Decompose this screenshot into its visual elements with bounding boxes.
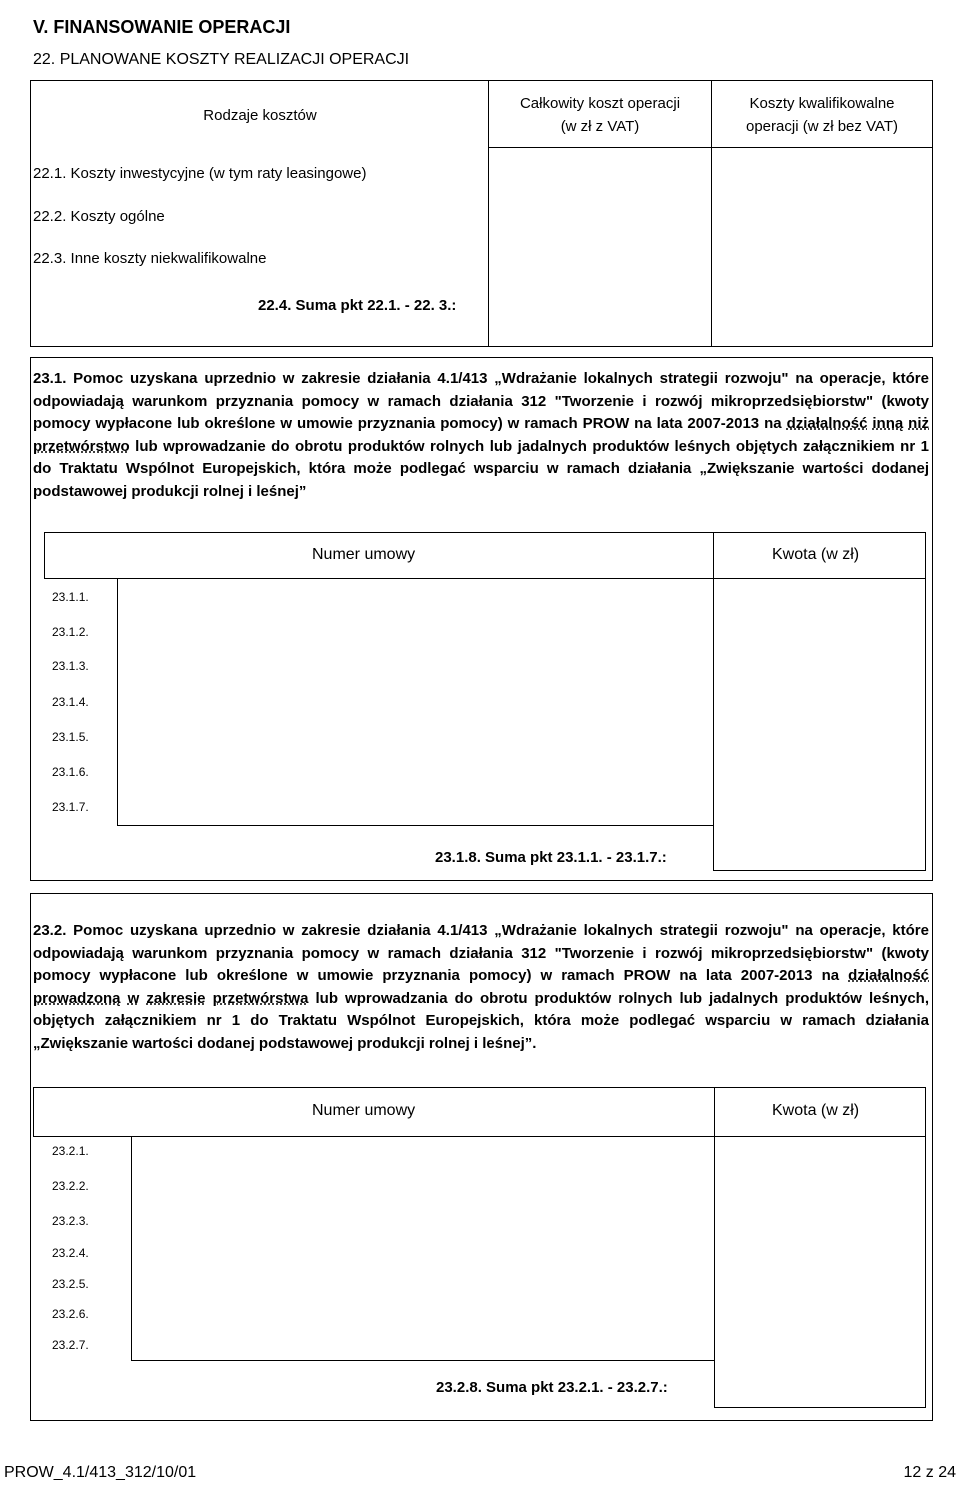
aid-231-amount-column[interactable]: [713, 578, 926, 871]
aid-231-row-label: 23.1.6.: [52, 765, 89, 779]
total-values-column[interactable]: [488, 147, 712, 347]
col-eligible-header-line1: Koszty kwalifikowalne: [749, 95, 895, 112]
col-eligible-header-cell: [711, 80, 933, 148]
aid-232-row-label: 23.2.7.: [52, 1338, 89, 1352]
aid-232-col-number: Numer umowy: [312, 1102, 416, 1119]
section-title: V. FINANSOWANIE OPERACJI: [33, 17, 291, 37]
aid-231-row-label: 23.1.1.: [52, 590, 89, 604]
page-number: 12 z 24: [903, 1464, 956, 1481]
col-types-header: Rodzaje kosztów: [203, 107, 317, 124]
aid-231-row-label: 23.1.2.: [52, 625, 89, 639]
aid-231-sum-label: 23.1.8. Suma pkt 23.1.1. - 23.1.7.:: [435, 849, 667, 866]
cost-sum-label: 22.4. Suma pkt 22.1. - 22. 3.:: [258, 297, 457, 314]
aid-232-row-label: 23.2.1.: [52, 1144, 89, 1158]
aid-232-row-label: 23.2.2.: [52, 1179, 89, 1193]
aid-231-number-column[interactable]: [117, 578, 714, 826]
aid-231-col-number: Numer umowy: [312, 546, 416, 563]
cost-row-general: 22.2. Koszty ogólne: [33, 208, 165, 225]
aid-231-row-label: 23.1.3.: [52, 659, 89, 673]
aid-231-description: 23.1. Pomoc uzyskana uprzednio w zakresie działania 4.1/413 „Wdrażanie lokalnych strategii rozwoju" na operacje, które odpowiadają warunkom przyznania pomocy w ramach działania 312 "Tworzenie i rozwój mikroprzedsiębiorstw" (kwoty pomocy wypłacone lub określone w umowie przyznania pomocy) w ramach PROW na lata 2007-2013 na działalność inną niż przetwórstwo lub wprowadzanie do obrotu produktów rolnych lub jadalnych produktów leśnych objętych załącznikiem nr 1 do Traktatu Wspólnot Europejskich, która może podlegać wsparciu w ramach działania „Zwiększanie wartości dodanej podstawowej produkcji rolnej i leśnej”: [33, 370, 930, 500]
col-total-header-line2: (w zł z VAT): [560, 118, 640, 135]
aid-231-col-amount: Kwota (w zł): [772, 546, 860, 563]
col-eligible-header-line2: operacji (w zł bez VAT): [746, 118, 898, 135]
aid-232-sum-label: 23.2.8. Suma pkt 23.2.1. - 23.2.7.:: [436, 1379, 668, 1396]
aid-231-row-label: 23.1.7.: [52, 800, 89, 814]
subsection-title: 22. PLANOWANE KOSZTY REALIZACJI OPERACJI: [33, 51, 410, 68]
aid-232-row-label: 23.2.4.: [52, 1246, 89, 1260]
cost-row-other: 22.3. Inne koszty niekwalifikowalne: [33, 250, 267, 267]
aid-231-row-label: 23.1.5.: [52, 730, 89, 744]
aid-232-col-amount: Kwota (w zł): [772, 1102, 860, 1119]
aid-232-number-column[interactable]: [131, 1136, 715, 1361]
aid-232-description: 23.2. Pomoc uzyskana uprzednio w zakresie działania 4.1/413 „Wdrażanie lokalnych strategii rozwoju" na operacje, które odpowiadają warunkom przyznania pomocy w ramach działania 312 "Tworzenie i rozwój mikroprzedsiębiorstw" (kwoty pomocy wypłacone lub określone w umowie przyznania pomocy) w ramach PROW na lata 2007-2013 na działalność prowadzoną w zakresie przetwórstwa lub wprowadzania do obrotu produktów rolnych lub jadalnych produktów leśnych, objętych załącznikiem nr 1 do Traktatu Wspólnot Europejskich, która może podlegać wsparciu w ramach działania „Zwiększanie wartości dodanej podstawowej produkcji rolnej i leśnej”.: [33, 922, 930, 1052]
col-total-header-line1: Całkowity koszt operacji: [519, 95, 681, 112]
aid-231-row-label: 23.1.4.: [52, 695, 89, 709]
form-code: PROW_4.1/413_312/10/01: [4, 1464, 197, 1481]
aid-232-amount-column[interactable]: [714, 1136, 926, 1408]
aid-232-row-label: 23.2.3.: [52, 1214, 89, 1228]
aid-232-row-label: 23.2.5.: [52, 1277, 89, 1291]
aid-232-row-label: 23.2.6.: [52, 1307, 89, 1321]
col-total-header-cell: [488, 80, 712, 148]
cost-row-investment: 22.1. Koszty inwestycyjne (w tym raty leasingowe): [33, 165, 367, 182]
eligible-values-column[interactable]: [711, 147, 933, 347]
